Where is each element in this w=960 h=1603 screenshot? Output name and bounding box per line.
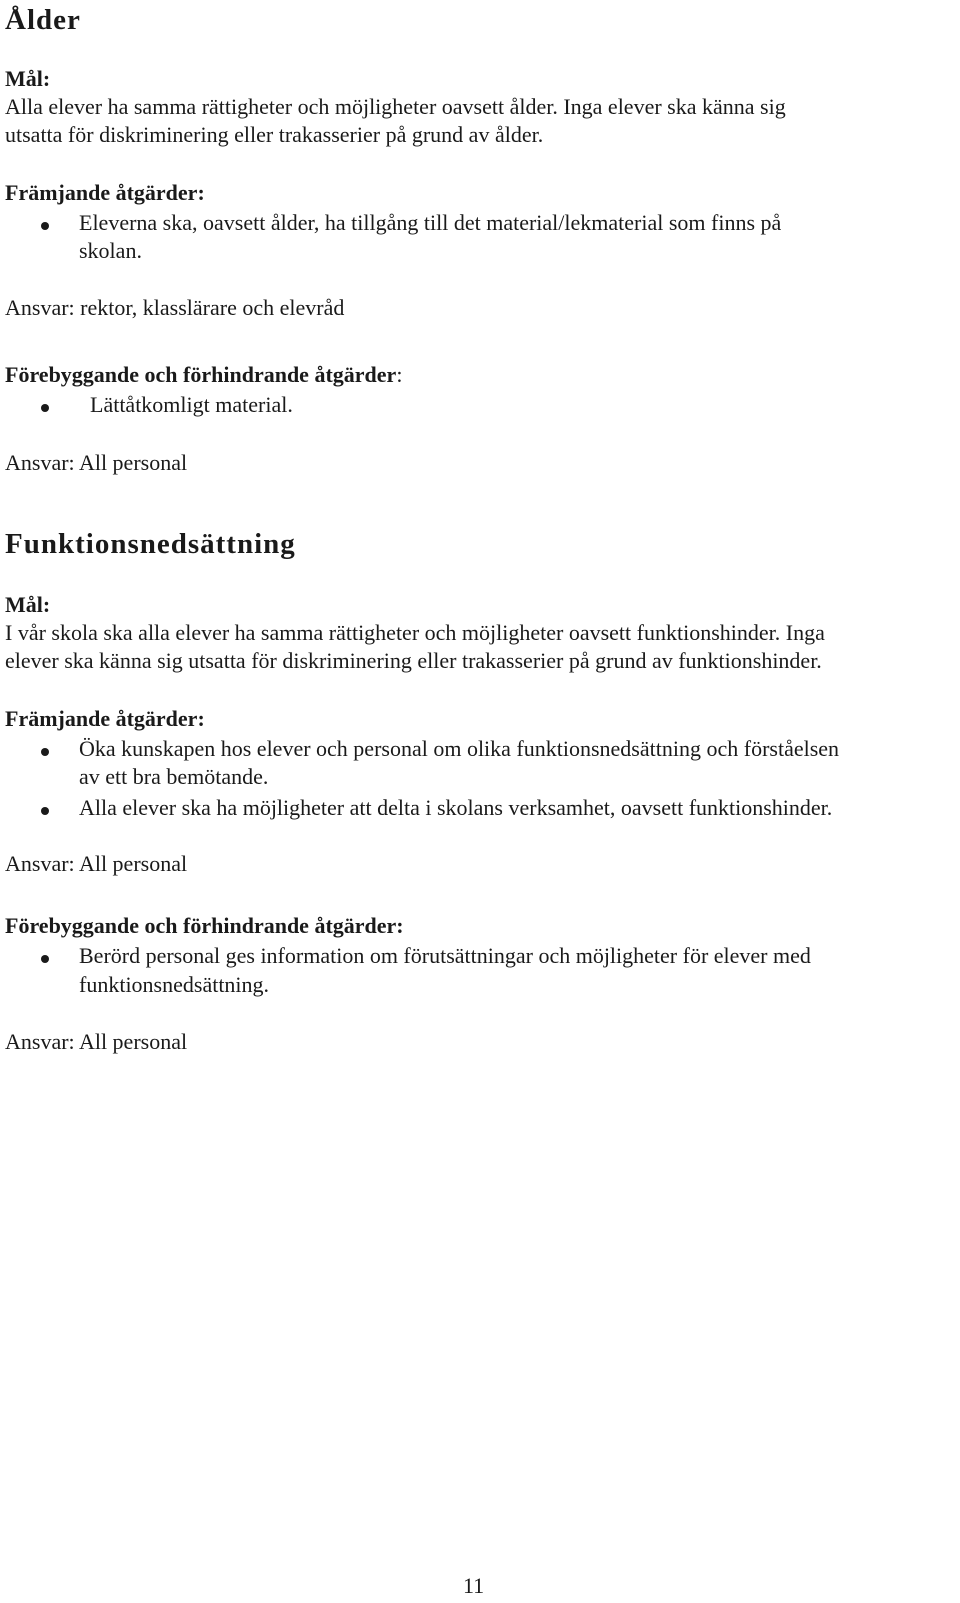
promote-label: Främjande åtgärder: (5, 706, 205, 731)
goal-text-line: elever ska känna sig utsatta för diskriminering eller trakasserier på grund av funktionshinder. (5, 648, 822, 673)
list-item: Lättåtkomligt material. (90, 392, 293, 417)
list-item: Eleverna ska, oavsett ålder, ha tillgång till det material/lekmaterial som finns på (79, 210, 782, 235)
goal-text-line: utsatta för diskriminering eller trakasserier på grund av ålder. (5, 122, 544, 147)
page-number: 11 (463, 1573, 485, 1598)
promote-label: Främjande åtgärder: (5, 180, 205, 205)
goal-text-line: I vår skola ska alla elever ha samma rättigheter och möjligheter oavsett funktionshinder. Inga (5, 620, 825, 645)
prevent-label (5, 362, 402, 388)
list-item-continuation: funktionsnedsättning. (79, 972, 270, 997)
list-item-continuation: skolan. (79, 238, 142, 263)
prevent-label: Förebyggande och förhindrande åtgärder: (5, 913, 404, 938)
bullet-icon (41, 404, 49, 412)
responsibility-text: Ansvar: All personal (5, 851, 188, 876)
goal-label: Mål: (5, 66, 51, 91)
goal-label: Mål: (5, 592, 51, 617)
goal-text-line: Alla elever ha samma rättigheter och möjligheter oavsett ålder. Inga elever ska känna sig (5, 94, 786, 119)
list-item: Berörd personal ges information om förutsättningar och möjligheter för elever med (79, 943, 811, 968)
prevent-label-colon: : (396, 362, 403, 387)
section-title-alder: Ålder (5, 4, 81, 36)
bullet-icon (41, 222, 49, 230)
responsibility-text: Ansvar: All personal (5, 1029, 188, 1054)
list-item: Alla elever ska ha möjligheter att delta i skolans verksamhet, oavsett funktionshinder. (79, 795, 833, 820)
responsibility-text: Ansvar: rektor, klasslärare och elevråd (5, 295, 345, 320)
bullet-icon (41, 807, 49, 815)
responsibility-text: Ansvar: All personal (5, 450, 188, 475)
list-item-continuation: av ett bra bemötande. (79, 764, 269, 789)
list-item: Öka kunskapen hos elever och personal om olika funktionsnedsättning och förståelsen (79, 736, 840, 761)
prevent-label-text: Förebyggande och förhindrande åtgärder (5, 362, 397, 387)
bullet-icon (41, 955, 49, 963)
section-title-funktionsnedsattning: Funktionsnedsättning (5, 528, 296, 560)
bullet-icon (41, 748, 49, 756)
